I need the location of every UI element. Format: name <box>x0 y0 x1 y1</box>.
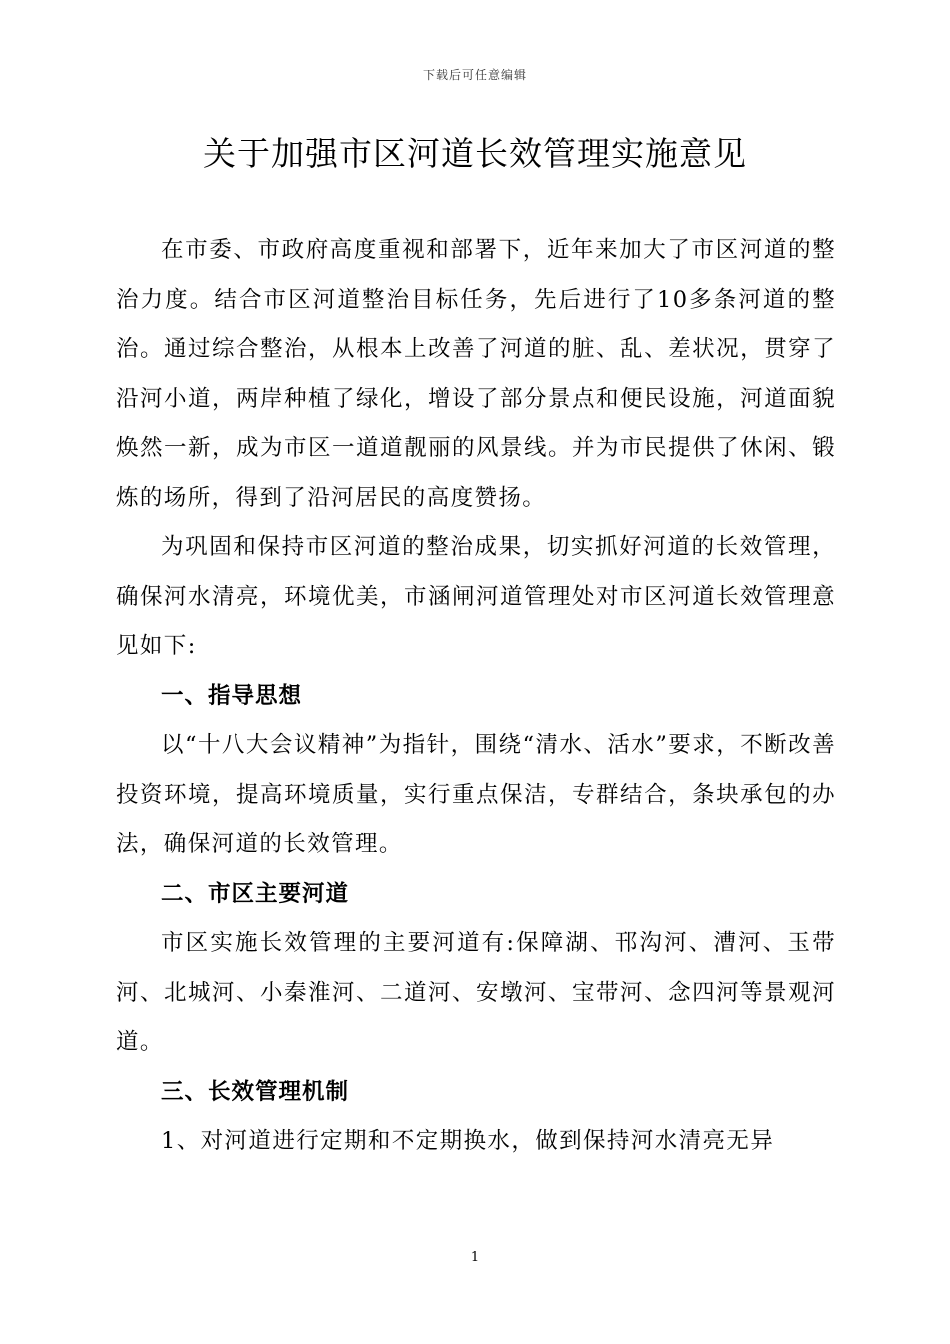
section-heading-management-mechanism: 三、长效管理机制 <box>161 1078 350 1105</box>
document-title: 关于加强市区河道长效管理实施意见 <box>203 134 747 173</box>
section-text-main-rivers: 市区实施长效管理的主要河道有:保障湖、邗沟河、漕河、玉带河、北城河、小秦淮河、二道河、安墩河、宝带河、念四河等景观河道。 <box>116 930 836 1055</box>
document-body <box>116 226 836 1167</box>
intro-paragraph-1: 在市委、市政府高度重视和部署下，近年来加大了市区河道的整治力度。结合市区河道整治目标任务，先后进行了10多条河道的整治。通过综合整治，从根本上改善了河道的脏、乱、差状况，贯穿了沿河小道，两岸种植了绿化，增设了部分景点和便民设施，河道面貌焕然一新，成为市区一道道靓丽的风景线。并为市民提供了休闲、锻炼的场所，得到了沿河居民的高度赞扬。 <box>116 237 836 511</box>
section-text-guiding-thought: 以“十八大会议精神”为指针，围绕“清水、活水”要求，不断改善投资环境，提高环境质量，实行重点保洁，专群结合，条块承包的办法，确保河道的长效管理。 <box>116 732 836 857</box>
header-note: 下载后可任意编辑 <box>422 68 527 82</box>
intro-paragraph-2: 为巩固和保持市区河道的整治成果，切实抓好河道的长效管理，确保河水清亮，环境优美，市涵闸河道管理处对市区河道长效管理意见如下: <box>116 534 836 659</box>
section-text-management-mechanism: 1、对河道进行定期和不定期换水，做到保持河水清亮无异 <box>161 1128 775 1154</box>
section-heading-main-rivers: 二、市区主要河道 <box>161 880 350 907</box>
page-number: 1 <box>470 1250 480 1265</box>
section-heading-guiding-thought: 一、指导思想 <box>161 682 303 709</box>
